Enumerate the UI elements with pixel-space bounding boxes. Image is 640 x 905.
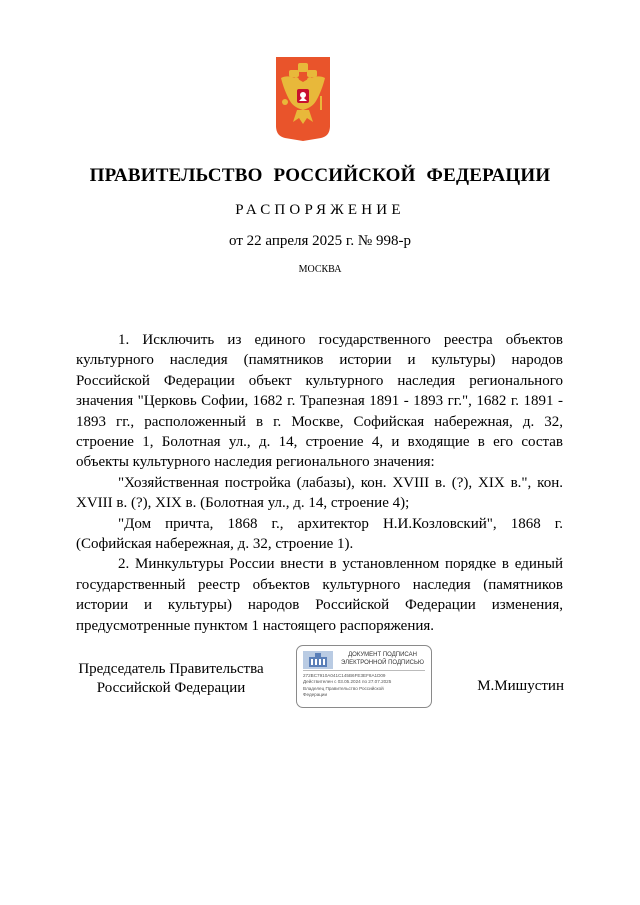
signer-title-line1: Председатель Правительства bbox=[78, 661, 264, 677]
stamp-divider bbox=[303, 670, 425, 671]
signer-title-line2: Российской Федерации bbox=[96, 680, 246, 696]
signer-title bbox=[76, 660, 266, 698]
stamp-title-line1: ДОКУМЕНТ ПОДПИСАН bbox=[348, 652, 417, 658]
document-date-number: от 22 апреля 2025 г. № 998-р bbox=[229, 233, 411, 249]
document-city: МОСКВА bbox=[298, 264, 342, 275]
russian-coat-of-arms-icon bbox=[275, 56, 331, 142]
stamp-title-line2: ЭЛЕКТРОННОЙ ПОДПИСЬЮ bbox=[341, 659, 424, 666]
stamp-owner-line1: Владелец Правительство Российской bbox=[303, 685, 384, 691]
signer-name: М.Мишустин bbox=[477, 678, 564, 694]
stamp-owner-line2: Федерации bbox=[303, 692, 328, 698]
stamp-title bbox=[335, 652, 430, 667]
government-title: ПРАВИТЕЛЬСТВО РОССИЙСКОЙ ФЕДЕРАЦИИ bbox=[89, 165, 551, 186]
paragraph-2: 2. Минкультуры России внести в установленном порядке в единый государственный реестр объектов культурного наследия (памятников истории и культуры) народов Российской Федерации изменения, предусмотренные пунктом 1 настоящего распоряжения. bbox=[76, 556, 563, 634]
stamp-validity: Действителен с 03.05.2024 по 27.07.2025 bbox=[303, 679, 392, 685]
stamp-details bbox=[303, 673, 429, 699]
electronic-signature-stamp bbox=[296, 645, 432, 708]
document-body bbox=[76, 330, 563, 636]
paragraph-item-1: "Хозяйственная постройка (лабазы), кон. XVIII в. (?), XIX в.", кон. XVIII в. (?), XIX в. (Болотная ул., д. 14, строение 4); bbox=[76, 474, 563, 512]
paragraph-item-2: "Дом причта, 1868 г., архитектор Н.И.Козловский", 1868 г. (Софийская набережная, д. 32, строение 1). bbox=[76, 515, 563, 553]
government-building-icon bbox=[303, 651, 333, 669]
document-type: РАСПОРЯЖЕНИЕ bbox=[235, 202, 405, 218]
paragraph-1: 1. Исключить из единого государственного реестра объектов культурного наследия (памятников истории и культуры) народов Российской Федерации объект культурного наследия регионального значения "Церковь Софии, 1682 г. Трапезная 1891 - 1893 гг.", 1682 г. 1891 - 1893 гг., расположенный в г. Москве, Софийская набережная, д. 32, строение 1, Болотная ул., д. 14, строение 4, и входящие в его состав объекты культурного наследия регионального значения: bbox=[76, 332, 563, 471]
stamp-certificate: 272BC7910A041C145B6FE3EF8A1D09 bbox=[303, 673, 386, 678]
